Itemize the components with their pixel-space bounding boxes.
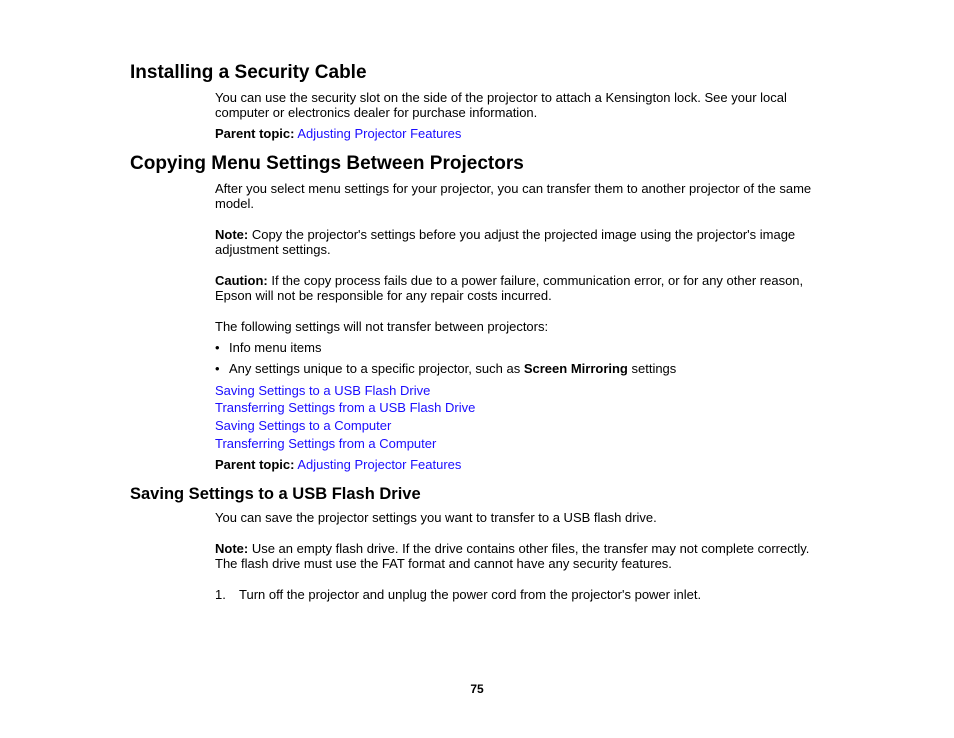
list-item-text: settings xyxy=(627,361,677,376)
list-item xyxy=(215,340,322,355)
note-paragraph xyxy=(215,541,809,556)
list-item-text: Any settings unique to a specific projector, such as xyxy=(229,361,524,376)
caution-text: If the copy process fails due to a power failure, communication error, or for any other reason, xyxy=(267,273,804,288)
paragraph-line: adjustment settings. xyxy=(215,242,331,257)
note-label: Note: xyxy=(215,227,249,242)
parent-topic-label: Parent topic: xyxy=(215,457,295,472)
list-item xyxy=(215,361,676,376)
caution-paragraph xyxy=(215,273,803,288)
link-transferring-usb[interactable]: Transferring Settings from a USB Flash Drive xyxy=(215,400,476,415)
paragraph-line: Epson will not be responsible for any repair costs incurred. xyxy=(215,288,552,303)
paragraph-line: You can save the projector settings you want to transfer to a USB flash drive. xyxy=(215,510,657,525)
bullet-marker: • xyxy=(215,340,220,355)
paragraph-line: After you select menu settings for your projector, you can transfer them to another projector of the same xyxy=(215,181,812,196)
paragraph-line: The flash drive must use the FAT format and cannot have any security features. xyxy=(215,556,672,571)
link-saving-computer[interactable]: Saving Settings to a Computer xyxy=(215,418,392,433)
paragraph-line: model. xyxy=(215,196,255,211)
parent-topic-link[interactable]: Adjusting Projector Features xyxy=(297,126,462,141)
parent-topic-link[interactable]: Adjusting Projector Features xyxy=(297,457,462,472)
link-saving-usb[interactable]: Saving Settings to a USB Flash Drive xyxy=(215,383,431,398)
parent-topic xyxy=(215,457,461,472)
caution-label: Caution: xyxy=(215,273,268,288)
list-intro: The following settings will not transfer between projectors: xyxy=(215,319,549,334)
note-text: Use an empty flash drive. If the drive contains other files, the transfer may not complete correctly. xyxy=(248,541,810,556)
note-paragraph xyxy=(215,227,795,242)
heading-copying-menu-settings: Copying Menu Settings Between Projectors xyxy=(130,153,524,174)
list-item-text: Info menu items xyxy=(229,340,322,355)
note-label: Note: xyxy=(215,541,249,556)
link-transferring-computer[interactable]: Transferring Settings from a Computer xyxy=(215,436,437,451)
step-item xyxy=(215,587,701,602)
note-text: Copy the projector's settings before you adjust the projected image using the projector's image xyxy=(248,227,796,242)
step-number: 1. xyxy=(215,587,226,602)
parent-topic xyxy=(215,126,461,141)
bullet-marker: • xyxy=(215,361,220,376)
paragraph-line: You can use the security slot on the side of the projector to attach a Kensington lock. See your local xyxy=(215,90,787,105)
step-text: Turn off the projector and unplug the power cord from the projector's power inlet. xyxy=(239,587,702,602)
heading-installing-security-cable: Installing a Security Cable xyxy=(130,62,367,83)
paragraph-line: computer or electronics dealer for purchase information. xyxy=(215,105,538,120)
parent-topic-label: Parent topic: xyxy=(215,126,295,141)
heading-saving-settings-usb: Saving Settings to a USB Flash Drive xyxy=(130,485,421,503)
page-number: 75 xyxy=(470,682,484,696)
list-item-bold: Screen Mirroring xyxy=(523,361,628,376)
